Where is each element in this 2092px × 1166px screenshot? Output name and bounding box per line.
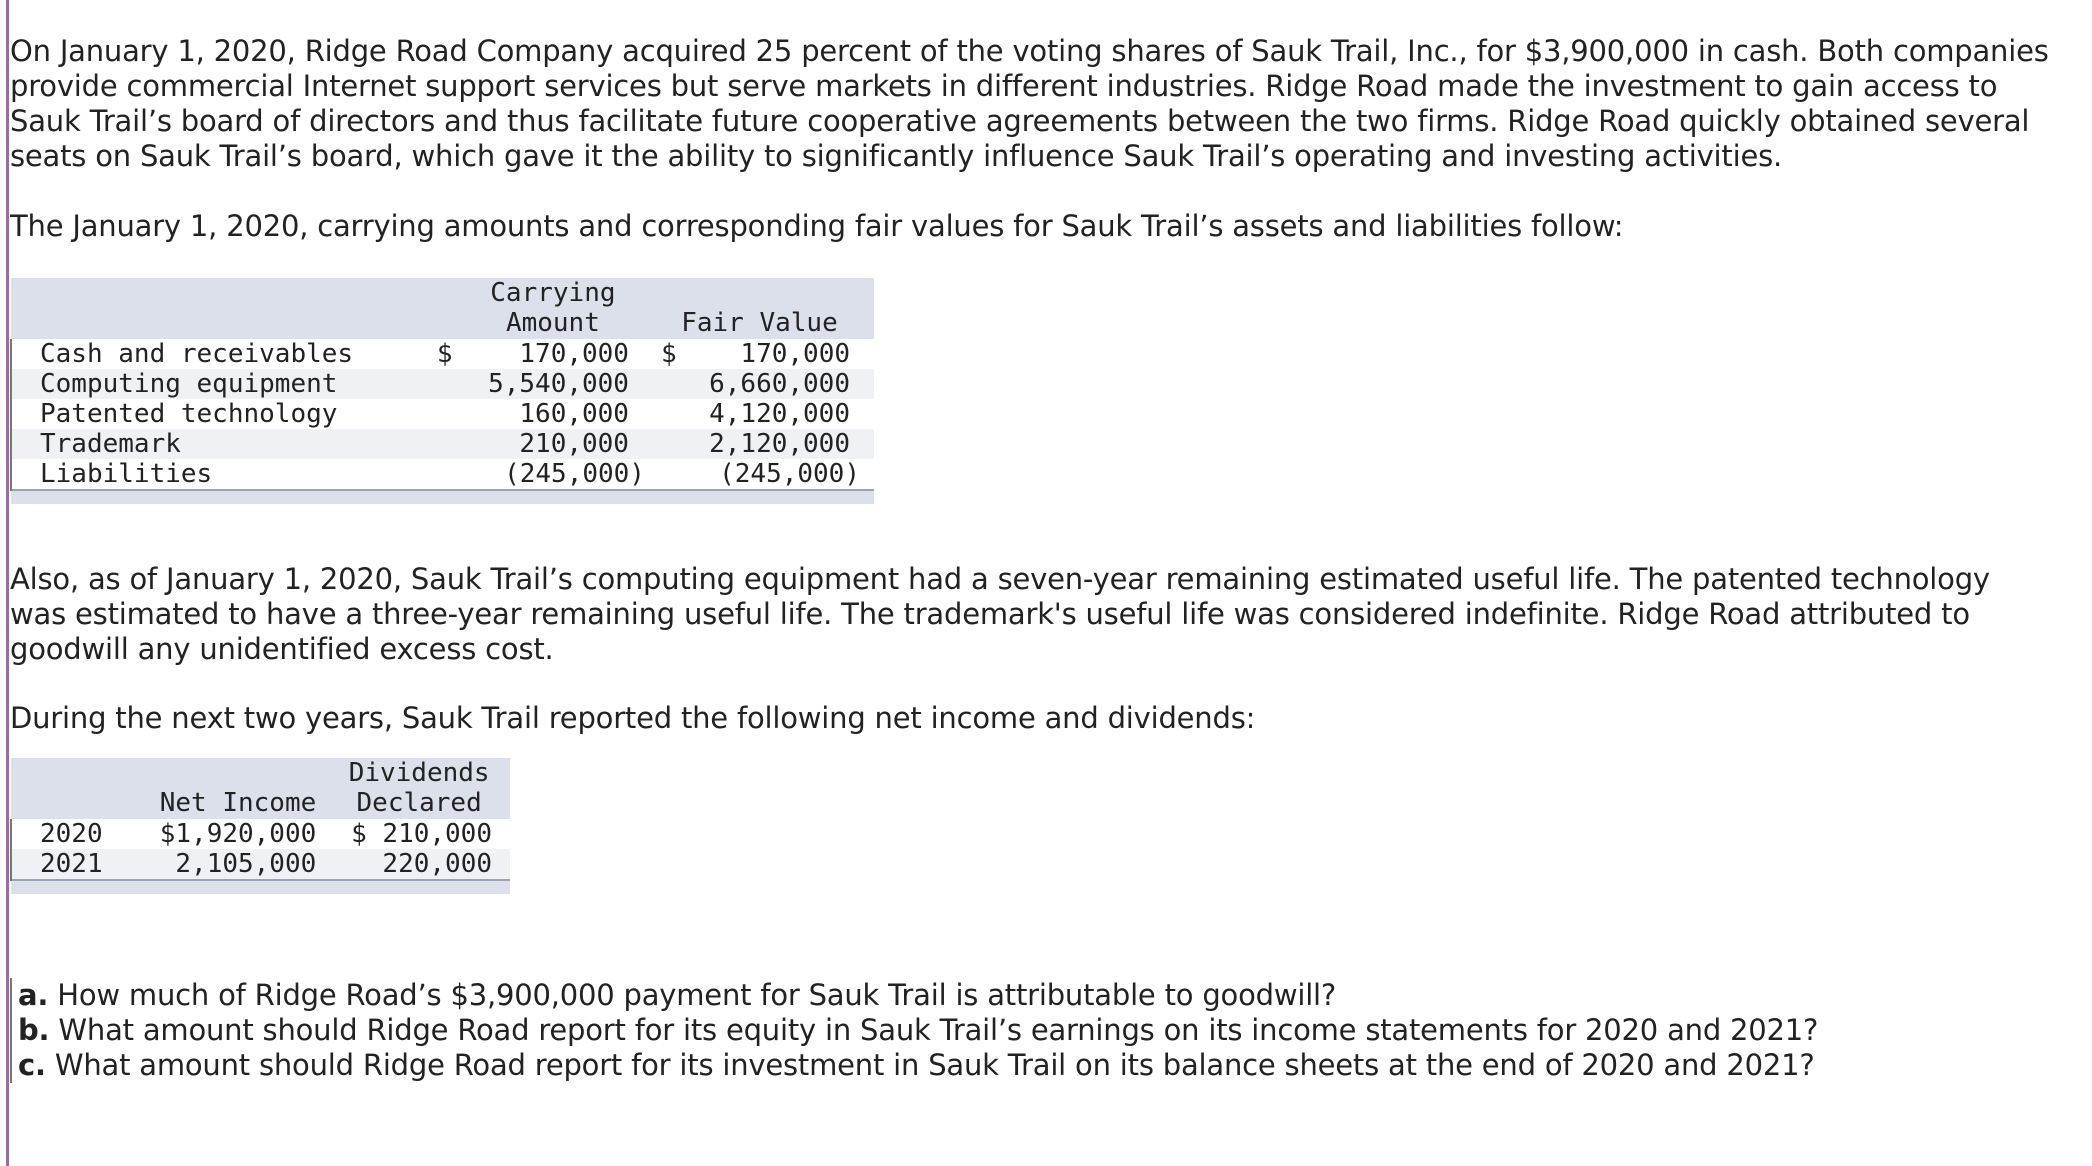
table-row — [11, 429, 874, 459]
fair-value: 6,660,000 — [686, 369, 874, 399]
table-row — [11, 399, 874, 429]
table-row — [11, 819, 510, 849]
question-letter: a. — [18, 978, 49, 1012]
table-row — [11, 369, 874, 399]
fair-value-header: Fair Value — [645, 278, 874, 339]
net-income-header: Net Income — [129, 758, 328, 819]
question-c — [18, 1048, 2050, 1083]
year-cell: 2020 — [11, 819, 129, 849]
useful-life-paragraph: Also, as of January 1, 2020, Sauk Trail’s computing equipment had a seven-year remaining estimated useful life. The patented technology was estimated to have a three-year remaining useful life. The trademark's useful life was considered indefinite. Ridge Road attributed to goodwill any unidentified excess cost. — [10, 562, 1990, 666]
table-footer — [11, 490, 874, 504]
income-table — [10, 758, 510, 894]
row-label: Patented technology — [11, 399, 437, 429]
questions-list — [10, 978, 2050, 1083]
carrying-value: (245,000) — [457, 459, 645, 490]
question-letter: b. — [18, 1013, 50, 1047]
fair-value: 170,000 — [686, 339, 874, 369]
net-income-cell: $1,920,000 — [129, 819, 328, 849]
income-header-blank — [11, 758, 129, 819]
carrying-value: 5,540,000 — [457, 369, 645, 399]
year-cell: 2021 — [11, 849, 129, 880]
net-income-cell: 2,105,000 — [129, 849, 328, 880]
problem-content — [10, 34, 2050, 1083]
dividends-cell: $ 210,000 — [328, 819, 510, 849]
row-label: Liabilities — [11, 459, 437, 490]
carrying-amount-header: Carrying Amount — [437, 278, 645, 339]
income-intro-paragraph: During the next two years, Sauk Trail reported the following net income and dividends: — [10, 701, 1256, 735]
assets-header-blank — [11, 278, 437, 339]
table-row — [11, 849, 510, 880]
question-letter: c. — [18, 1048, 46, 1082]
question-text: What amount should Ridge Road report for its investment in Sauk Trail on its balance sheets at the end of 2020 and 2021? — [54, 1048, 1815, 1082]
question-b — [18, 1013, 2050, 1048]
assets-table — [10, 278, 874, 504]
row-label: Cash and receivables — [11, 339, 437, 369]
fair-value: 4,120,000 — [686, 399, 874, 429]
fair-value: 2,120,000 — [686, 429, 874, 459]
question-text: What amount should Ridge Road report for its equity in Sauk Trail’s earnings on its income statements for 2020 and 2021? — [58, 1013, 1819, 1047]
question-text: How much of Ridge Road’s $3,900,000 payment for Sauk Trail is attributable to goodwill? — [57, 978, 1337, 1012]
row-label: Trademark — [11, 429, 437, 459]
carrying-intro-paragraph: The January 1, 2020, carrying amounts and corresponding fair values for Sauk Trail’s assets and liabilities follow: — [10, 209, 1624, 243]
carrying-value: 170,000 — [457, 339, 645, 369]
left-margin-rule — [6, 0, 9, 1166]
carrying-value: 160,000 — [457, 399, 645, 429]
fair-value: (245,000) — [686, 459, 874, 490]
row-label: Computing equipment — [11, 369, 437, 399]
table-footer — [11, 880, 510, 894]
currency-symbol: $ — [437, 339, 458, 369]
table-row — [11, 459, 874, 490]
currency-symbol: $ — [645, 339, 686, 369]
question-a — [18, 978, 2050, 1013]
carrying-value: 210,000 — [457, 429, 645, 459]
dividends-cell: 220,000 — [328, 849, 510, 880]
dividends-header: Dividends Declared — [328, 758, 510, 819]
intro-paragraph: On January 1, 2020, Ridge Road Company acquired 25 percent of the voting shares of Sauk Trail, Inc., for $3,900,000 in cash. Both companies provide commercial Internet support services but serve markets in different industries. Ridge Road made the investment to gain access to Sauk Trail’s board of directors and thus facilitate future cooperative agreements between the two firms. Ridge Road quickly obtained several seats on Sauk Trail’s board, which gave it the ability to significantly influence Sauk Trail’s operating and investing activities. — [10, 34, 2049, 173]
table-row — [11, 339, 874, 369]
